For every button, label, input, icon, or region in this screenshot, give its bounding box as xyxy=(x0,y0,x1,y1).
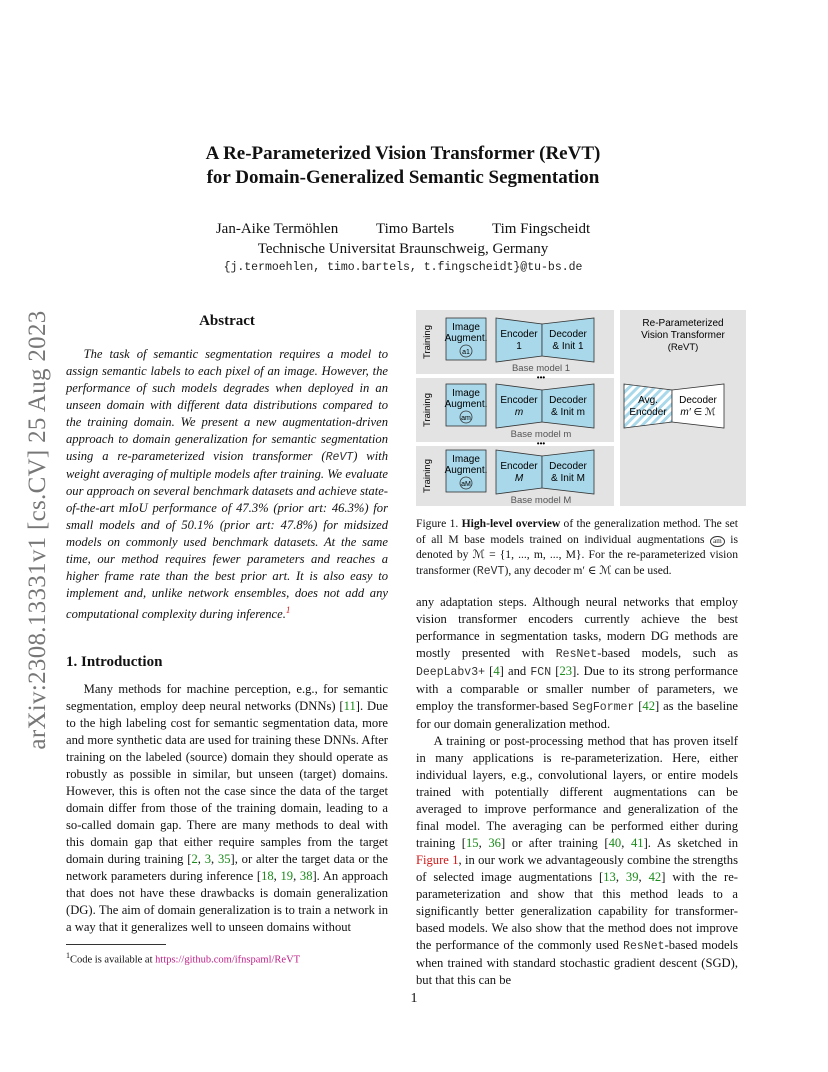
final-decoder xyxy=(672,384,724,428)
caption-text: of the generalization method. The set of all M base models trained on individual augmentations xyxy=(416,517,738,546)
citation-link[interactable]: 41 xyxy=(631,836,644,850)
revt-title: (ReVT) xyxy=(667,342,699,353)
citation-link[interactable]: 4 xyxy=(493,664,500,678)
final-decoder-label: m′ ∈ ℳ xyxy=(680,407,716,418)
fcn-code: FCN xyxy=(530,666,552,679)
intro-paragraph: Many methods for machine perception, e.g., for semantic segmentation, employ deep neural networks (DNNs) [11]. Due to the high labeling cost for semantic segmentation data, more and more synthetic data are used for training these DNNs. After training on the labeled (source) domain they should operate as robustly as possible in similar, but unseen (target) domains. However, this is often not the case since the data of the target domain differ from those of the training domain, leading to a so-called domain gap. There are many methods to deal with this domain gap that either require samples from the target domain during training [2, 3, 35], or alter the target data or the network parameters during inference [18, 19, 38]. An approach that does not have these drawbacks is domain generalization (DG). The aim of domain generalization is to train a network in a way that it generalizes well to unseen domains without xyxy=(66,682,389,934)
revt-code: ReVT xyxy=(476,564,505,578)
revt-title: Re-Parameterized xyxy=(642,318,724,329)
intro-body xyxy=(66,681,388,936)
author-names xyxy=(120,219,686,239)
base-model-m-label: Base model m xyxy=(510,429,572,440)
augment-a1: a1 xyxy=(462,349,470,356)
text: any adaptation steps. Although neural networks that employ vision transformer encoders currently achieve the best performance in segmentation tasks, modern DG methods are mostly presented with xyxy=(416,595,738,660)
augment-label: Image xyxy=(452,322,480,333)
deeplab-code: DeepLabv3+ xyxy=(416,666,486,679)
text: ] with the re-parameterization and show that this method leads to a significantly better generalization capability for transformer-based models. We also show that the method does not improve the performance of the commonly used xyxy=(416,870,738,952)
encoder-sub: M xyxy=(514,473,524,484)
revt-code: ReVT xyxy=(325,451,354,464)
encoder-label: Encoder xyxy=(500,395,538,406)
encoder-sub: 1 xyxy=(516,341,522,352)
right-column-body xyxy=(416,594,738,989)
avg-encoder-label: Encoder xyxy=(629,407,667,418)
text: , in our work we advantageously combine the strengths of selected image augmentations [ xyxy=(416,853,739,884)
avg-encoder-label: Avg. xyxy=(638,395,658,406)
encoder-m xyxy=(496,384,542,428)
citation-link[interactable]: 38 xyxy=(299,869,313,883)
page-number: 1 xyxy=(410,991,418,1006)
text: ], or alter the target data or the network parameters during inference [ xyxy=(66,852,389,883)
citation-link[interactable]: 42 xyxy=(648,870,662,884)
abstract-text-2: ) with weight averaging of multiple models after training. We evaluate our approach on several benchmark datasets and achieve state-of-the-art mIoU performance of 47.3% (prior art: 46.3%) for small models and of 50.1% (prior art: 47.8%) for midsized models on commonly used benchmark datasets. At the same time, our method requires fewer parameters and reaches a higher frame rate than the best prior art. It is also easy to implement and, unlike network ensembles, does not add any computational complexity during inference. xyxy=(66,449,389,622)
decoder-sub: & Init m xyxy=(551,407,585,418)
training-label-1: Training xyxy=(422,325,433,359)
text: Many methods for machine perception, e.g., for semantic segmentation, employ deep neural networks (DNNs) [ xyxy=(66,682,388,713)
title-line-1: A Re-Parameterized Vision Transformer (ReVT) xyxy=(205,143,601,164)
footnote-number: 1 xyxy=(66,951,70,960)
citation-link[interactable]: 2 xyxy=(191,852,198,866)
decoder-M xyxy=(542,450,594,494)
augment-label: Image xyxy=(452,388,480,399)
training-label-M: Training xyxy=(422,459,433,493)
resnet-code: ResNet xyxy=(623,940,665,953)
paragraph: any adaptation steps. Although neural networks that employ vision transformer encoders currently achieve the best performance in segmentation tasks, modern DG methods are mostly presented with ResNet-based models, such as DeepLabv3+ [4] and FCN [23]. Due to its strong performance with a comparable or smaller number of parameters, we employ the transformer-based SegFormer [42] as the baseline for our domain generalization method. xyxy=(416,595,739,731)
resnet-code: ResNet xyxy=(555,648,598,661)
text: as the baseline for our domain generalization method. xyxy=(416,699,739,731)
citation-link[interactable]: 36 xyxy=(488,836,501,850)
caption-text: ), any decoder m′ ∈ ℳ can be used. xyxy=(504,563,672,577)
citation-link[interactable]: 19 xyxy=(280,869,294,883)
augment-am-symbol: am xyxy=(710,536,725,547)
encoder-1 xyxy=(496,318,542,362)
caption-bold: High-level overview xyxy=(461,517,561,530)
abstract-text: The task of semantic segmentation requires a model to assign semantic labels to each pixel of an image. However, the performance of such models degrades when deployed in an unseen domain with different data distributions compared to the training domain. We present a new augmentation-driven approach to domain generalization for semantic segmentation using a re-parameterized vision transformer ( xyxy=(66,347,388,463)
encoder-sub: m xyxy=(514,407,524,418)
decoder-label: Decoder xyxy=(549,395,587,406)
affiliation: Technische Universitat Braunschweig, Germany xyxy=(257,241,549,257)
revt-title: Vision Transformer xyxy=(641,330,725,341)
citation-link[interactable]: 13 xyxy=(603,870,616,884)
author-3: Tim Fingscheidt xyxy=(491,221,591,237)
caption-prefix: Figure 1. xyxy=(416,517,462,530)
decoder-sub: & Init M xyxy=(551,473,585,484)
augment-label: Augment. xyxy=(444,465,488,476)
ellipsis: ••• xyxy=(536,373,546,382)
arxiv-sidebar xyxy=(18,280,58,780)
author-1: Jan-Aike Termöhlen xyxy=(215,221,339,237)
segformer-code: SegFormer xyxy=(572,701,635,714)
encoder-label: Encoder xyxy=(500,329,538,340)
section-heading-introduction: 1. Introduction xyxy=(66,654,163,670)
citation-link[interactable]: 35 xyxy=(217,852,231,866)
decoder-sub: & Init 1 xyxy=(552,341,584,352)
text: -based models, such as xyxy=(597,646,738,660)
footnote-text: Code is available at xyxy=(70,954,156,966)
footnote-rule xyxy=(66,944,166,945)
abstract-heading: Abstract xyxy=(199,313,255,329)
text: ]. Due to the high labeling cost for semantic segmentation data, more and more synthetic data are used for training these DNNs. After training on the labeled (source) domain they should operate as robustly as possible in similar, but unseen (target) domains. However, this is often not the case since the data of the target domain differ from those of the training domain, leading to a so-called domain gap. There are many methods to deal with this domain gap that either require samples from the target domain during training [ xyxy=(66,699,389,866)
citation-link[interactable]: 15 xyxy=(466,836,479,850)
arxiv-id: arXiv:2308.13331v1 [cs.CV] 25 Aug 2023 xyxy=(24,310,51,750)
citation-link[interactable]: 39 xyxy=(625,870,639,884)
text: A training or post-processing method that has proven itself in many applications is re-parameterization. Here, either individual layers, e.g., convolutional layers, or entire models trained with potentially different augmentations can be averaged to improve performance and generalization of the final model. The averaging can be performed either during training [ xyxy=(416,734,738,850)
augment-am: am xyxy=(461,415,471,422)
figure-1-caption xyxy=(416,516,738,579)
citation-link[interactable]: 40 xyxy=(608,836,622,850)
author-block xyxy=(120,219,686,259)
averaged-encoder xyxy=(624,384,672,428)
base-model-1-label: Base model 1 xyxy=(511,363,571,374)
augment-label: Augment. xyxy=(444,399,488,410)
author-emails: {j.termoehlen, timo.bartels, t.fingscheidt}@tu-bs.de xyxy=(223,261,583,274)
citation-link[interactable]: 23 xyxy=(559,664,573,678)
figure-1-link[interactable]: Figure 1 xyxy=(416,853,459,867)
encoder-label: Encoder xyxy=(500,461,538,472)
citation-link[interactable]: 11 xyxy=(343,699,356,713)
citation-link[interactable]: 18 xyxy=(261,869,274,883)
code-url-link[interactable]: https://github.com/ifnspaml/ReVT xyxy=(155,954,301,966)
decoder-1 xyxy=(542,318,594,362)
footnote-mark[interactable]: 1 xyxy=(285,605,291,615)
text: ]. An approach that does not have these drawbacks is domain generalization (DG). The aim of domain generalization is to train a network in a way that it generalizes well to unseen domains without xyxy=(66,869,388,934)
decoder-label: Decoder xyxy=(549,329,587,340)
title-line-2: for Domain-Generalized Semantic Segmentation xyxy=(206,167,600,188)
text: ] or after training [ xyxy=(500,836,609,850)
augment-aM: aM xyxy=(461,481,471,488)
abstract-body xyxy=(66,346,388,623)
final-decoder-label: Decoder xyxy=(679,395,717,406)
figure-1 xyxy=(416,310,746,506)
citation-link[interactable]: 3 xyxy=(204,852,211,866)
base-model-M-label: Base model M xyxy=(510,495,572,506)
text: and xyxy=(503,664,531,678)
decoder-label: Decoder xyxy=(549,461,587,472)
figure-1-diagram xyxy=(416,310,746,506)
augment-label: Image xyxy=(452,454,480,465)
training-label-m: Training xyxy=(422,393,433,427)
augment-label: Augment. xyxy=(444,333,488,344)
caption-text: is denoted by ℳ = {1, ..., m, ..., M}. For the re-parameterized vision transformer ( xyxy=(416,532,738,577)
author-2: Timo Bartels xyxy=(375,221,455,237)
citation-link[interactable]: 42 xyxy=(642,699,655,713)
ellipsis: ••• xyxy=(536,439,546,448)
abstract-paragraph xyxy=(66,346,388,623)
text: ]. As sketched in xyxy=(643,836,738,850)
decoder-m xyxy=(542,384,594,428)
paragraph: A training or post-processing method that has proven itself in many applications is re-parameterization. Here, either individual layers, e.g., convolutional layers, or entire models trained with potentially different augmentations can be averaged to improve performance and generalization of the final model. The averaging can be performed either during training [15, 36] or after training [40, 41]. As sketched in Figure 1, in our work we advantageously combine the strengths of selected image augmentations [13, 39, 42] with the re-parameterization and show that this method leads to a significantly better generalization capability for transformer-based models. We also show that the method does not improve the performance of the commonly used ResNet-based models when trained with standard stochastic gradient descent (SGD), but that this can be xyxy=(416,734,739,987)
footnote xyxy=(66,951,300,966)
encoder-M xyxy=(496,450,542,494)
text: . Due to its strong performance with a comparable or smaller number of parameters, we employ the transformer-based xyxy=(416,664,739,713)
paper-title xyxy=(120,142,686,190)
text: -based models when trained with standard stochastic gradient descent (SGD), but that this can be xyxy=(416,938,738,987)
